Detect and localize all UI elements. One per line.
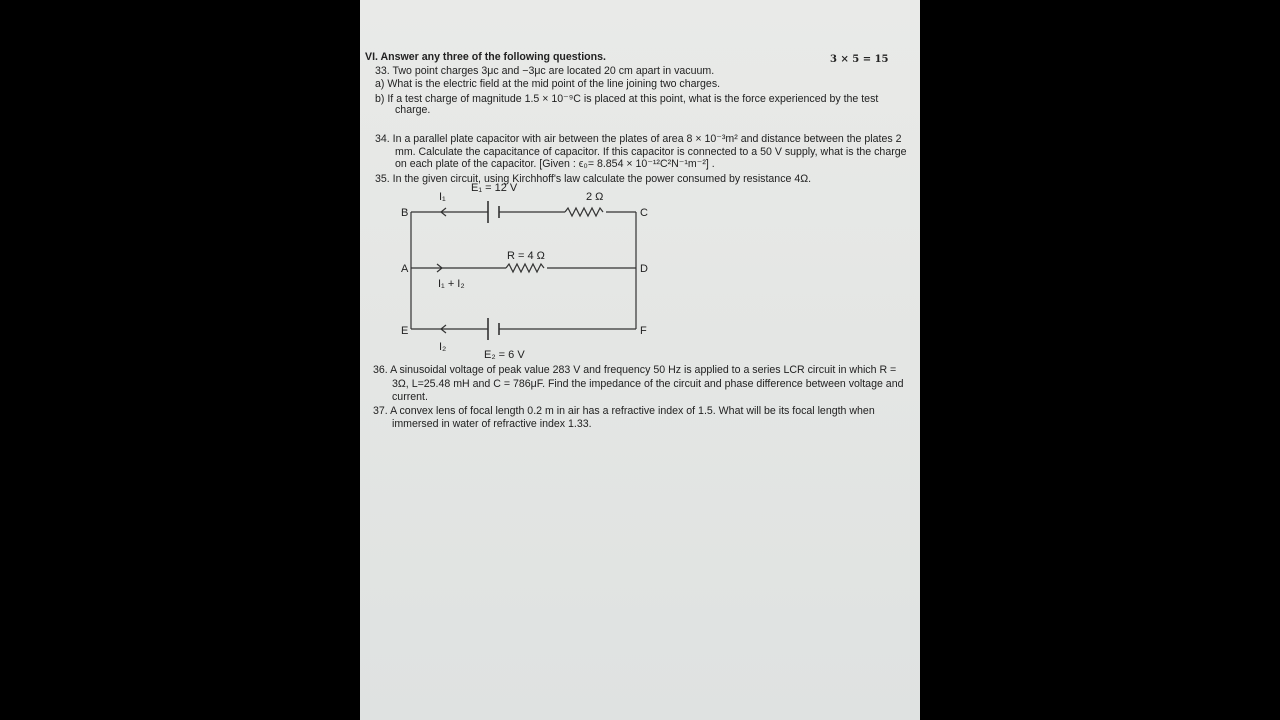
- question-33: 33. Two point charges 3μc and −3μc are located 20 cm apart in vacuum.: [375, 65, 715, 77]
- section-marks: 3 × 5 = 15: [830, 54, 889, 65]
- node-e: E: [401, 325, 409, 337]
- question-34: 34. In a parallel plate capacitor with air between the plates of area 8 × 10⁻³m² and distance between the plates 2: [375, 133, 902, 145]
- label-e2: E₂ = 6 V: [484, 349, 525, 361]
- battery-e1: [488, 201, 499, 223]
- exam-paper: [360, 0, 920, 720]
- question-37: 37. A convex lens of focal length 0.2 m in air has a refractive index of 1.5. What will be its focal length when: [373, 405, 875, 417]
- resistor-2ohm: [565, 208, 603, 216]
- question-34-line2: mm. Calculate the capacitance of capacitor. If this capacitor is connected to a 50 V supply, what is the charge: [395, 146, 907, 158]
- current-arrows: [437, 208, 446, 333]
- resistor-4ohm: [506, 264, 544, 272]
- question-37-line2: immersed in water of refractive index 1.33.: [392, 418, 592, 430]
- node-d: D: [640, 263, 648, 275]
- battery-e2: [488, 318, 499, 340]
- question-36: 36. A sinusoidal voltage of peak value 283 V and frequency 50 Hz is applied to a series LCR circuit in which R =: [373, 364, 897, 376]
- label-e1: E₁ = 12 V: [471, 182, 518, 194]
- label-i1-plus-i2: I₁ + I₂: [438, 278, 465, 290]
- label-2ohm: 2 Ω: [586, 191, 604, 203]
- question-33a: a) What is the electric field at the mid point of the line joining two charges.: [375, 78, 721, 90]
- label-i2: I₂: [439, 341, 447, 353]
- question-36-line2: 3Ω, L=25.48 mH and C = 786μF. Find the impedance of the circuit and phase difference between voltage and: [392, 378, 904, 390]
- node-a: A: [401, 263, 409, 275]
- question-36-line3: current.: [392, 391, 428, 403]
- section-heading: VI. Answer any three of the following questions.: [365, 51, 606, 63]
- question-34-line3: on each plate of the capacitor. [Given : ϵ₀= 8.854 × 10⁻¹²C²N⁻¹m⁻²] .: [395, 158, 715, 170]
- question-33b-cont: charge.: [395, 104, 431, 116]
- node-c: C: [640, 207, 648, 219]
- node-f: F: [640, 325, 647, 337]
- question-33b: b) If a test charge of magnitude 1.5 × 10⁻⁹C is placed at this point, what is the force experienced by the test: [375, 93, 879, 105]
- circuit-diagram: [360, 0, 920, 370]
- label-r4: R = 4 Ω: [507, 250, 545, 262]
- question-35: 35. In the given circuit, using Kirchhoff's law calculate the power consumed by resistance 4Ω.: [375, 173, 812, 185]
- node-b: B: [401, 207, 409, 219]
- label-i1: I₁: [439, 191, 446, 203]
